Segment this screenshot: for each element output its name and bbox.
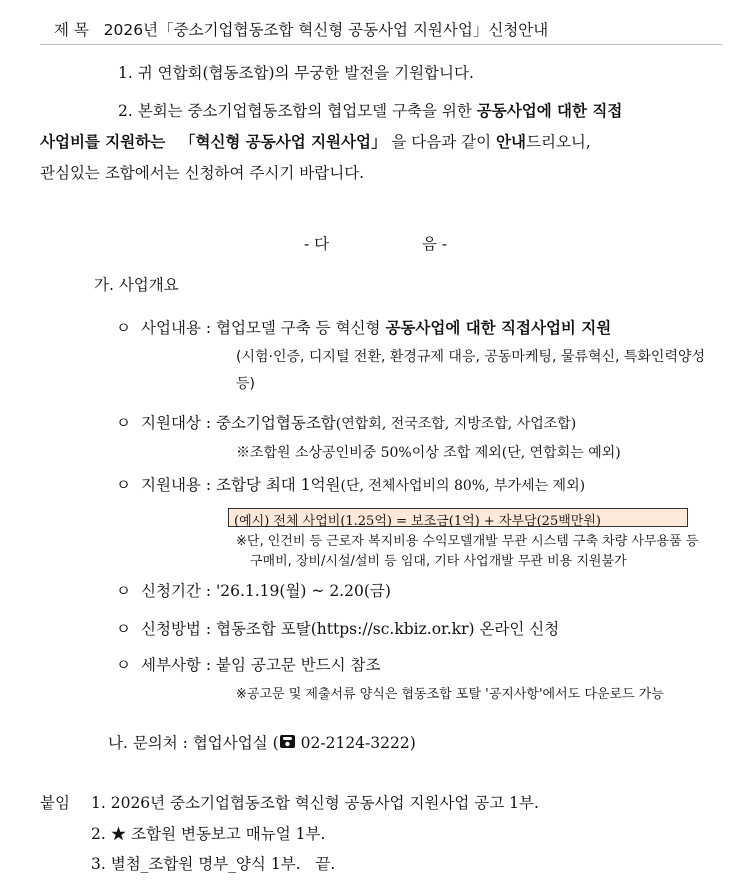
phone-number: 02-2124-3222 (300, 734, 410, 752)
item-value: 협동조합 포탈(https://sc.kbiz.or.kr) 온라인 신청 (215, 620, 560, 638)
item-label: 신청기간 : (141, 582, 212, 600)
heading-da: - 다 (304, 235, 330, 253)
item-label: 신청방법 : (141, 620, 212, 638)
intro-p2-mid: 을 다음과 같이 (391, 133, 492, 151)
item-application-period (141, 579, 391, 601)
intro-paragraph-2-line1 (118, 99, 622, 121)
item-application-method (141, 617, 559, 639)
item-support-note1: ※단, 인건비 등 근로자 복지비용 수익모델개발 무관 시스템 구축 차량 사무용품 등 (236, 534, 699, 549)
item-details-note: ※공고문 및 제출서류 양식은 협동조합 포탈 '공지사항'에서도 다운로드 가능 (236, 687, 664, 702)
intro-p2-bold1: 공동사업에 대한 직접 (476, 102, 623, 120)
intro-p2-bold2: 사업비를 지원하는 (40, 133, 166, 151)
item-value: '26.1.19(월) ~ 2.20(금) (215, 582, 391, 600)
heading-eum: 음 - (422, 235, 448, 253)
paren-open: ( (272, 734, 279, 752)
item-label: 세부사항 : (141, 656, 212, 674)
bullet: ㅇ (116, 414, 131, 432)
item-business-content (141, 316, 611, 338)
item-value: 협업모델 구축 등 혁신형 (215, 319, 381, 337)
intro-paragraph-1: 1. 귀 연합회(협동조합)의 무궁한 발전을 기원합니다. (118, 64, 474, 82)
attachment-item-3: 3. 별첨_조합원 명부_양식 1부. 끝. (91, 855, 336, 873)
item-business-content-sub1: (시험·인증, 디지털 전환, 환경규제 대응, 공동마케팅, 물류혁신, 특화인력양성 (236, 349, 706, 365)
section-a-title: 가. 사업개요 (94, 276, 179, 294)
example-text: (예시) 전체 사업비(1.25억) = 보조금(1억) + 자부담(25백만원) (234, 514, 601, 529)
bullet: ㅇ (116, 656, 131, 674)
item-value: 조합당 최대 1억원 (215, 476, 341, 494)
section-b-contact (108, 731, 416, 753)
intro-p2-post: 드리오니, (526, 133, 591, 151)
bullet: ㅇ (116, 582, 131, 600)
title-text: 2026년「중소기업협동조합 혁신형 공동사업 지원사업」신청안내 (103, 21, 549, 39)
bullet: ㅇ (116, 620, 131, 638)
item-support-note2: 구매비, 장비/시설/설비 등 임대, 기타 사업개발 무관 비용 지원불가 (250, 554, 627, 569)
attachment-item-1: 1. 2026년 중소기업협동조합 혁신형 공동사업 지원사업 공고 1부. (91, 794, 539, 812)
item-value-bold: 공동사업에 대한 직접사업비 지원 (385, 319, 612, 337)
intro-paragraph-2-line2 (40, 130, 591, 152)
bullet: ㅇ (116, 476, 131, 494)
attachment-item-2: 2. ★ 조합원 변동보고 매뉴얼 1부. (91, 825, 326, 843)
item-value-small: (단, 전체사업비의 80%, 부가세는 제외) (340, 478, 586, 494)
document-title-row (54, 18, 548, 40)
item-label: 지원내용 : (141, 476, 212, 494)
item-eligibility (141, 411, 576, 433)
phone-icon (279, 734, 296, 749)
intro-p2-pre: 2. 본회는 중소기업협동조합의 협업모델 구축을 위한 (118, 102, 472, 120)
item-label: 지원대상 : (141, 414, 212, 432)
item-support-content (141, 473, 585, 495)
intro-paragraph-3: 관심있는 조합에서는 신청하여 주시기 바랍니다. (40, 164, 365, 182)
item-value: 붙임 공고문 반드시 참조 (215, 656, 381, 674)
intro-p2-bold3: 「혁신형 공동사업 지원사업」 (179, 133, 387, 151)
attachments-label: 붙임 (40, 794, 70, 812)
bullet: ㅇ (116, 319, 131, 337)
item-eligibility-note: ※조합원 소상공인비중 50%이상 조합 제외(단, 연합회는 예외) (236, 445, 621, 461)
title-label: 제 목 (54, 21, 89, 39)
item-details (141, 653, 381, 675)
item-label: 사업내용 : (141, 319, 212, 337)
item-business-content-sub2: 등) (236, 376, 255, 392)
section-b-title: 나. 문의처 : 협업사업실 (108, 734, 268, 752)
paren-close: ) (409, 734, 416, 752)
intro-p2-bold4: 안내 (496, 133, 526, 151)
item-value-small: (연합회, 전국조합, 지방조합, 사업조합) (335, 416, 577, 432)
title-divider (40, 44, 722, 45)
item-value: 중소기업협동조합 (215, 414, 336, 432)
